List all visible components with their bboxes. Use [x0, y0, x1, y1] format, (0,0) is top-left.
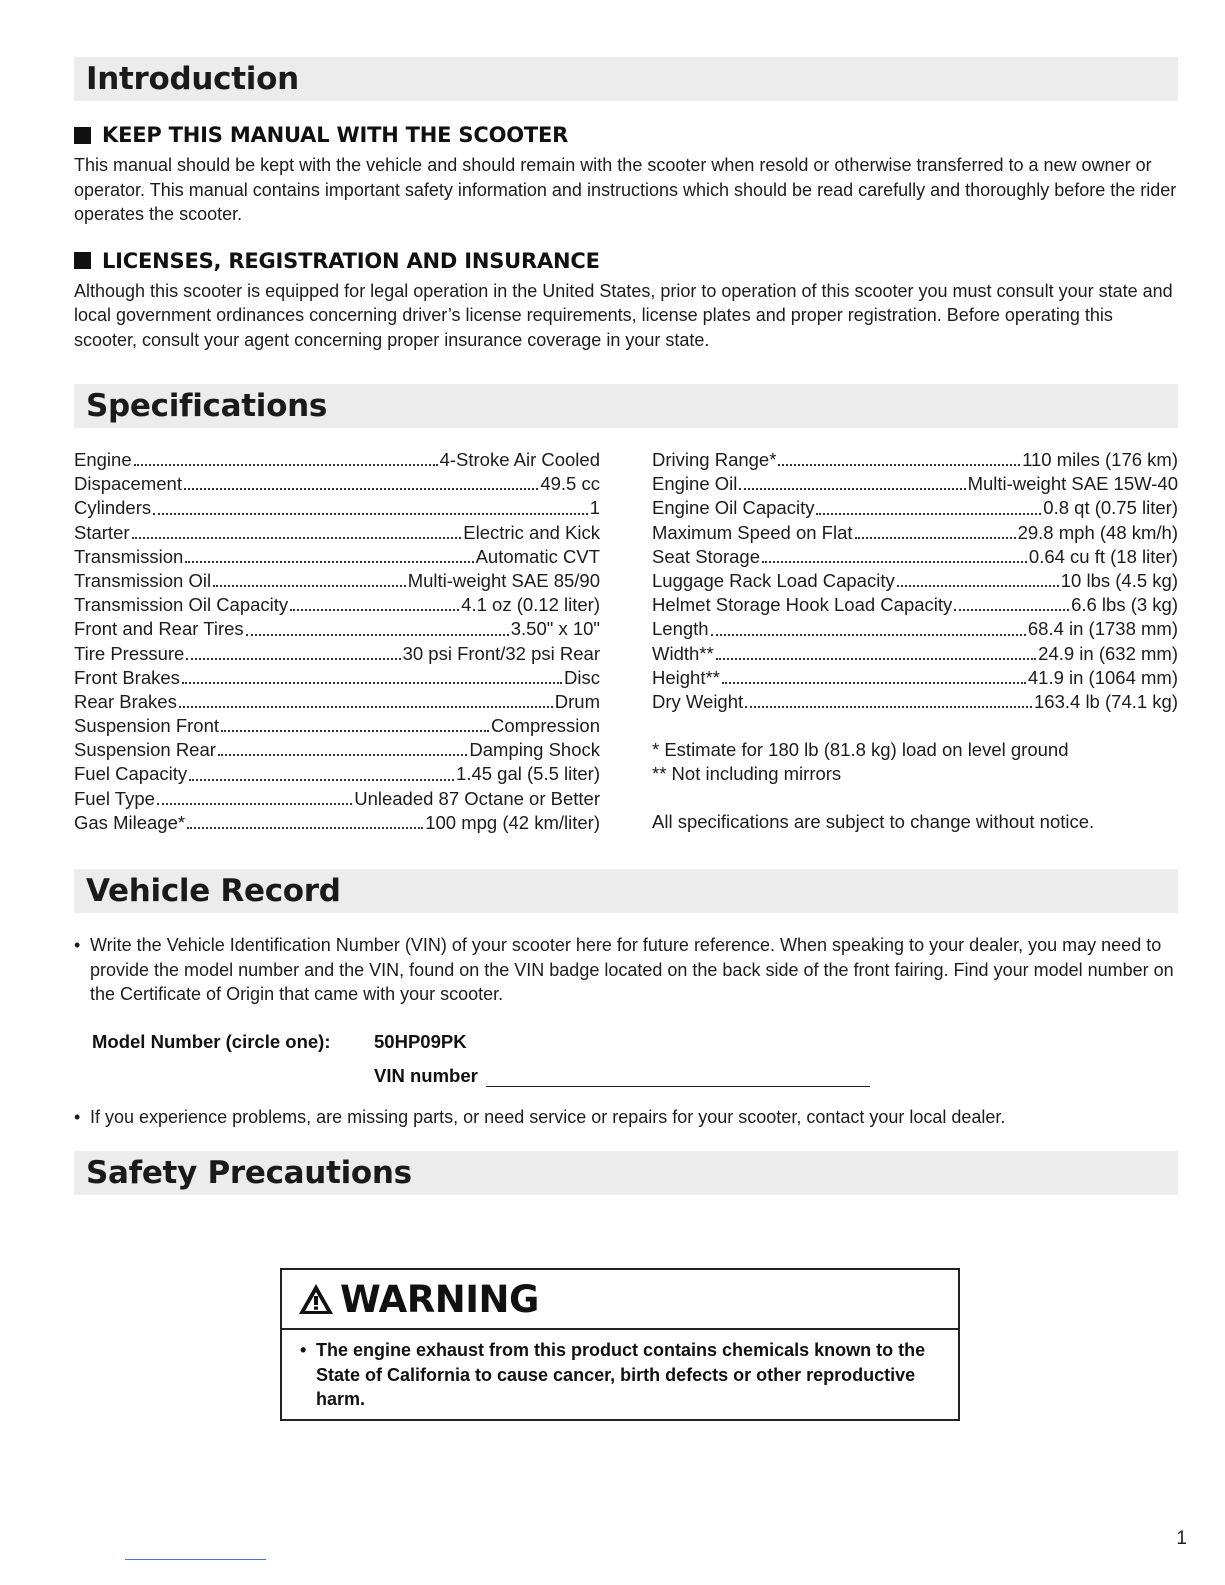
spec-label: Suspension Rear [74, 739, 216, 761]
dot-leader [157, 803, 352, 805]
spec-row [74, 787, 600, 811]
spec-label: Gas Mileage* [74, 811, 186, 833]
licenses-heading [74, 249, 1178, 273]
spec-value: 49.5 cc [540, 473, 600, 495]
spec-label: Luggage Rack Load Capacity [652, 569, 895, 591]
spec-label: Helmet Storage Hook Load Capacity [652, 594, 953, 616]
bullet: • [300, 1340, 307, 1360]
spec-label: Dispacement [74, 473, 182, 495]
introduction-title: Introduction [86, 61, 299, 97]
spec-label: Engine Oil [652, 473, 738, 495]
vin-number-line [374, 1065, 1178, 1087]
spec-row [74, 714, 600, 738]
spec-label: Rear Brakes [74, 690, 177, 712]
specs-left-column [74, 448, 600, 835]
spec-row [652, 666, 1178, 690]
spec-value: Automatic CVT [475, 545, 600, 567]
keep-manual-heading [74, 123, 1178, 147]
dot-leader [184, 488, 538, 490]
spec-value: 3.50" x 10" [510, 618, 600, 640]
dot-leader [762, 561, 1027, 563]
spec-row [74, 545, 600, 569]
spec-row [652, 545, 1178, 569]
spec-row [74, 690, 600, 714]
vin-instructions-text: Write the Vehicle Identification Number (VIN) of your scooter here for future reference. When speaking to your dealer, you may need to provide the model number and the VIN, found on the VIN badge located on the back side of the front fairing. Find your model number on the Certificate of Origin that came with your scooter. [90, 935, 1174, 1004]
spec-label: Height** [652, 666, 720, 688]
spec-row [74, 738, 600, 762]
spec-value: 100 mpg (42 km/liter) [425, 811, 600, 833]
spec-value: Disc [564, 666, 600, 688]
dot-leader [954, 609, 1069, 611]
model-number-line [92, 1031, 1178, 1053]
spec-value: 29.8 mph (48 km/h) [1017, 521, 1178, 543]
spec-value: 4.1 oz (0.12 liter) [461, 594, 600, 616]
safety-title: Safety Precautions [86, 1155, 412, 1191]
dot-leader [221, 730, 489, 732]
spec-value: Damping Shock [469, 739, 600, 761]
spec-row [652, 448, 1178, 472]
square-bullet-icon [74, 127, 91, 144]
spec-label: Engine Oil Capacity [652, 497, 815, 519]
problems-text: If you experience problems, are missing parts, or need service or repairs for your scooter, contact your local dealer. [90, 1106, 1006, 1127]
spec-value: 30 psi Front/32 psi Rear [402, 642, 600, 664]
spec-row [74, 762, 600, 786]
vin-number-label: VIN number [374, 1064, 478, 1086]
spec-label: Width** [652, 642, 714, 664]
spec-label: Transmission [74, 545, 184, 567]
spec-value: Compression [491, 715, 600, 737]
spec-row [652, 569, 1178, 593]
licenses-heading-text: LICENSES, REGISTRATION AND INSURANCE [102, 248, 600, 273]
keep-manual-heading-text: KEEP THIS MANUAL WITH THE SCOOTER [102, 123, 569, 147]
specifications-header [74, 384, 1178, 428]
dot-leader [187, 827, 423, 829]
spec-value: 0.64 cu ft (18 liter) [1028, 545, 1178, 567]
dot-leader [182, 682, 562, 684]
spec-value: 110 miles (176 km) [1022, 449, 1178, 470]
dot-leader [134, 464, 438, 466]
spec-row [652, 593, 1178, 617]
warning-triangle-icon [298, 1283, 334, 1315]
spec-value: 4-Stroke Air Cooled [439, 449, 600, 470]
spec-label: Front Brakes [74, 666, 180, 688]
vehicle-record-header [74, 869, 1178, 913]
spec-label: Length [652, 618, 709, 640]
introduction-header [74, 57, 1178, 101]
dot-leader [716, 658, 1036, 660]
spec-value: Unleaded 87 Octane or Better [354, 787, 600, 809]
spec-value: 163.4 lb (74.1 kg) [1034, 690, 1178, 712]
spec-row [652, 496, 1178, 520]
dot-leader [246, 634, 509, 636]
spec-label: Engine [74, 449, 132, 470]
spec-row [74, 811, 600, 835]
vin-write-line [486, 1068, 870, 1087]
spec-label: Front and Rear Tires [74, 618, 244, 640]
bullet: • [74, 935, 81, 955]
footer-link-underline [125, 1559, 266, 1560]
spec-value: Multi-weight SAE 15W-40 [967, 473, 1178, 495]
bullet: • [74, 1106, 81, 1127]
spec-row [652, 617, 1178, 641]
spec-label: Cylinders [74, 497, 152, 519]
dot-leader [897, 585, 1059, 587]
dot-leader [290, 609, 459, 611]
spec-row [74, 642, 600, 666]
spec-label: Seat Storage [652, 545, 760, 567]
square-bullet-icon [74, 252, 91, 269]
dot-leader [816, 513, 1041, 515]
vehicle-record-title: Vehicle Record [86, 873, 341, 909]
spec-label: Fuel Capacity [74, 763, 188, 785]
spec-label: Starter [74, 521, 130, 543]
licenses-text: Although this scooter is equipped for legal operation in the United States, prior to operation of this scooter you must consult your state and local government ordinances concerning driver’s license requirements, license plates and proper registration. Before operating this scooter, consult your agent concerning proper insurance coverage in your state. [74, 280, 1173, 350]
spec-row [652, 690, 1178, 714]
specifications-title: Specifications [86, 388, 328, 424]
spec-value: 68.4 in (1738 mm) [1027, 618, 1178, 640]
spec-label: Fuel Type [74, 787, 155, 809]
warning-text: The engine exhaust from this product contains chemicals known to the State of California to cause cancer, birth defects or other reproductive harm. [316, 1340, 926, 1409]
spec-row [74, 521, 600, 545]
spec-value: 6.6 lbs (3 kg) [1071, 594, 1178, 616]
dot-leader [185, 561, 473, 563]
dot-leader [218, 754, 467, 756]
dot-leader [722, 682, 1026, 684]
spec-label: Suspension Front [74, 715, 220, 737]
spec-value: Multi-weight SAE 85/90 [407, 569, 600, 591]
spec-label: Driving Range* [652, 449, 777, 470]
spec-value: 41.9 in (1064 mm) [1027, 666, 1178, 688]
dot-leader [189, 779, 454, 781]
warning-body [282, 1330, 958, 1412]
manual-page [74, 57, 1178, 1195]
spec-value: 0.8 qt (0.75 liter) [1043, 497, 1178, 519]
keep-manual-text: This manual should be kept with the vehicle and should remain with the scooter when resold or otherwise transferred to a new owner or operator. This manual contains important safety information and instructions which should be read carefully and thoroughly before the rider operates the scooter. [74, 155, 1177, 224]
page-number: 1 [1176, 1528, 1187, 1549]
spec-label: Tire Pressure [74, 642, 185, 664]
estimate-note: * Estimate for 180 lb (81.8 kg) load on level ground [652, 739, 1069, 761]
spec-value: 24.9 in (632 mm) [1038, 642, 1178, 664]
safety-header [74, 1151, 1178, 1195]
warning-box [280, 1268, 960, 1421]
spec-row [74, 666, 600, 690]
spec-label: Maximum Speed on Flat [652, 521, 853, 543]
dot-leader [213, 585, 406, 587]
spec-label: Transmission Oil Capacity [74, 594, 289, 616]
model-number-value: 50HP09PK [374, 1030, 467, 1052]
spec-row [652, 521, 1178, 545]
warning-title: WARNING [340, 1277, 539, 1321]
spec-row [74, 496, 600, 520]
vin-instructions [74, 933, 1178, 1007]
spec-row [74, 472, 600, 496]
spec-value: Drum [554, 690, 600, 712]
dot-leader [153, 513, 588, 515]
change-notice: All specifications are subject to change without notice. [652, 811, 1095, 833]
spec-row [74, 569, 600, 593]
warning-heading [282, 1270, 958, 1330]
dot-leader [711, 634, 1026, 636]
dot-leader [745, 706, 1032, 708]
spec-row [74, 593, 600, 617]
dot-leader [778, 464, 1020, 466]
spec-row [74, 448, 600, 472]
dot-leader [739, 488, 965, 490]
spec-value: 1.45 gal (5.5 liter) [456, 763, 600, 785]
dot-leader [179, 706, 553, 708]
spec-value: 10 lbs (4.5 kg) [1060, 569, 1178, 591]
dot-leader [132, 537, 462, 539]
specs-right-column [652, 448, 1178, 835]
spec-row [652, 642, 1178, 666]
spec-row [74, 617, 600, 641]
problems-note [74, 1105, 1178, 1130]
mirrors-note: ** Not including mirrors [652, 763, 842, 785]
dot-leader [186, 658, 400, 660]
model-number-label: Model Number (circle one): [92, 1030, 331, 1052]
spec-label: Transmission Oil [74, 569, 212, 591]
spec-value: Electric and Kick [463, 521, 600, 543]
dot-leader [855, 537, 1016, 539]
specifications-table [74, 448, 1178, 835]
spec-value: 1 [589, 497, 600, 519]
spec-label: Dry Weight [652, 690, 744, 712]
spec-row [652, 472, 1178, 496]
